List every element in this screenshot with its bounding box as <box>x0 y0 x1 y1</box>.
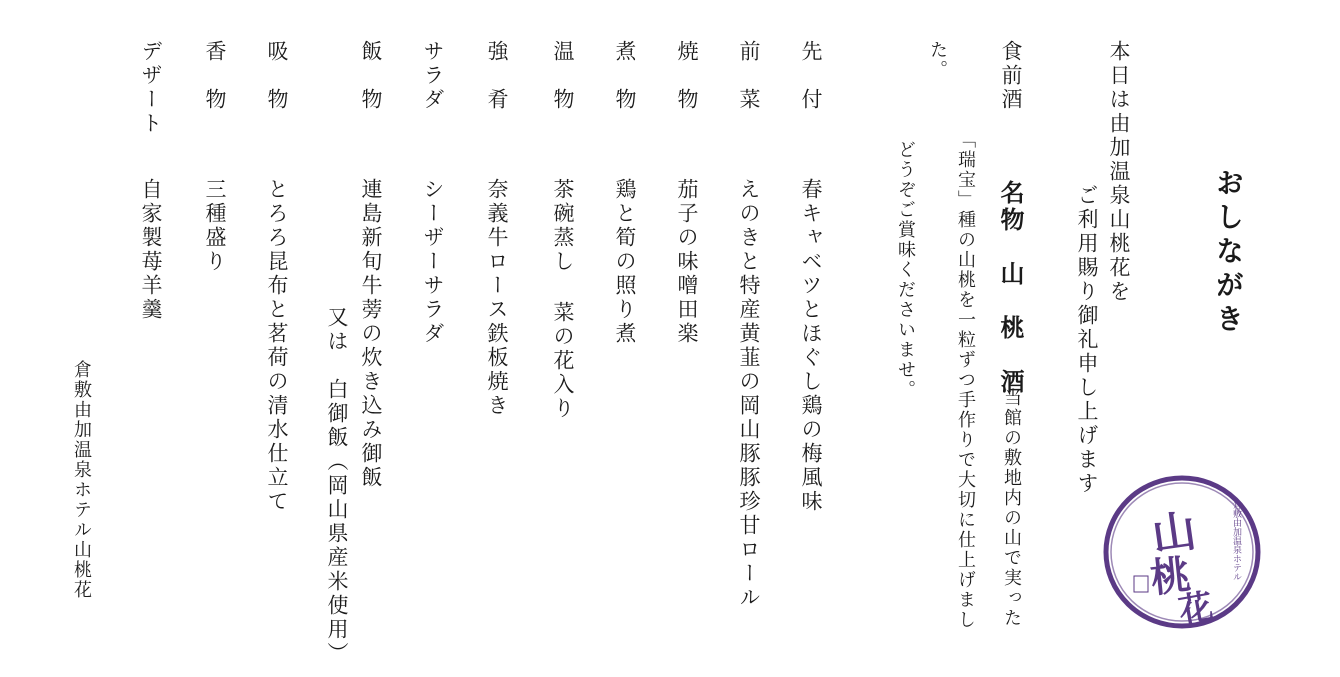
hotel-name: 倉敷由加温泉ホテル山桃花 <box>71 360 92 600</box>
svg-text:倉敷由加温泉ホテル: 倉敷由加温泉ホテル <box>1231 500 1241 581</box>
course-category: 香 物 <box>203 40 227 112</box>
course-dish: 茄子の味噌田楽 <box>675 178 699 346</box>
course-dish: 茶碗蒸し 菜の花入り <box>551 178 575 421</box>
course-category: 前 菜 <box>737 40 761 112</box>
svg-text:山: 山 <box>1148 505 1200 562</box>
svg-text:花: 花 <box>1175 586 1217 632</box>
course-category: デザート <box>139 40 163 136</box>
course-category: サラダ <box>421 40 445 112</box>
aperitif-label: 食前酒 <box>999 40 1023 112</box>
aperitif-name: 名物 山 桃 酒 <box>996 180 1025 396</box>
course-dish: 自家製苺羊羹 <box>139 178 163 322</box>
course-dish: 奈義牛ロース鉄板焼き <box>485 178 509 418</box>
hotel-seal-logo <box>1098 472 1266 632</box>
aperitif-desc-4: どうぞご賞味くださいませ。 <box>895 140 916 400</box>
course-category: 温 物 <box>551 40 575 112</box>
course-category: 吸 物 <box>265 40 289 112</box>
course-dish: えのきと特産黄韮の岡山豚豚珍甘ロール <box>737 178 761 610</box>
course-dish-alt: 又は 白御飯（岡山県産米使用） <box>325 306 349 666</box>
course-category: 強 肴 <box>485 40 509 112</box>
course-dish: 三種盛り <box>203 178 227 274</box>
course-category: 先 付 <box>799 40 823 112</box>
course-category: 飯 物 <box>359 40 383 112</box>
greeting-line-1: 本日は由加温泉山桃花を <box>1107 40 1131 304</box>
greeting-line-2: ご利用賜り御礼申し上げます <box>1075 184 1099 496</box>
course-dish: 鶏と筍の照り煮 <box>613 178 637 346</box>
course-category: 煮 物 <box>613 40 637 112</box>
aperitif-desc-1: 当館の敷地内の山で実った <box>1001 388 1022 628</box>
svg-text:桃: 桃 <box>1148 551 1193 603</box>
course-dish: 春キャベツとほぐし鶏の梅風味 <box>799 178 823 514</box>
course-dish: 連島新旬牛蒡の炊き込み御飯 <box>359 178 383 490</box>
aperitif-desc-2: 「瑞宝」種の山桃を一粒ずつ手作りで大切に仕上げまし <box>955 130 976 630</box>
aperitif-desc-3: た。 <box>927 40 948 80</box>
course-category: 焼 物 <box>675 40 699 112</box>
course-dish: とろろ昆布と茗荷の清水仕立て <box>265 178 289 514</box>
course-dish: シーザーサラダ <box>421 178 445 346</box>
menu-title: おしながき <box>1212 168 1245 338</box>
